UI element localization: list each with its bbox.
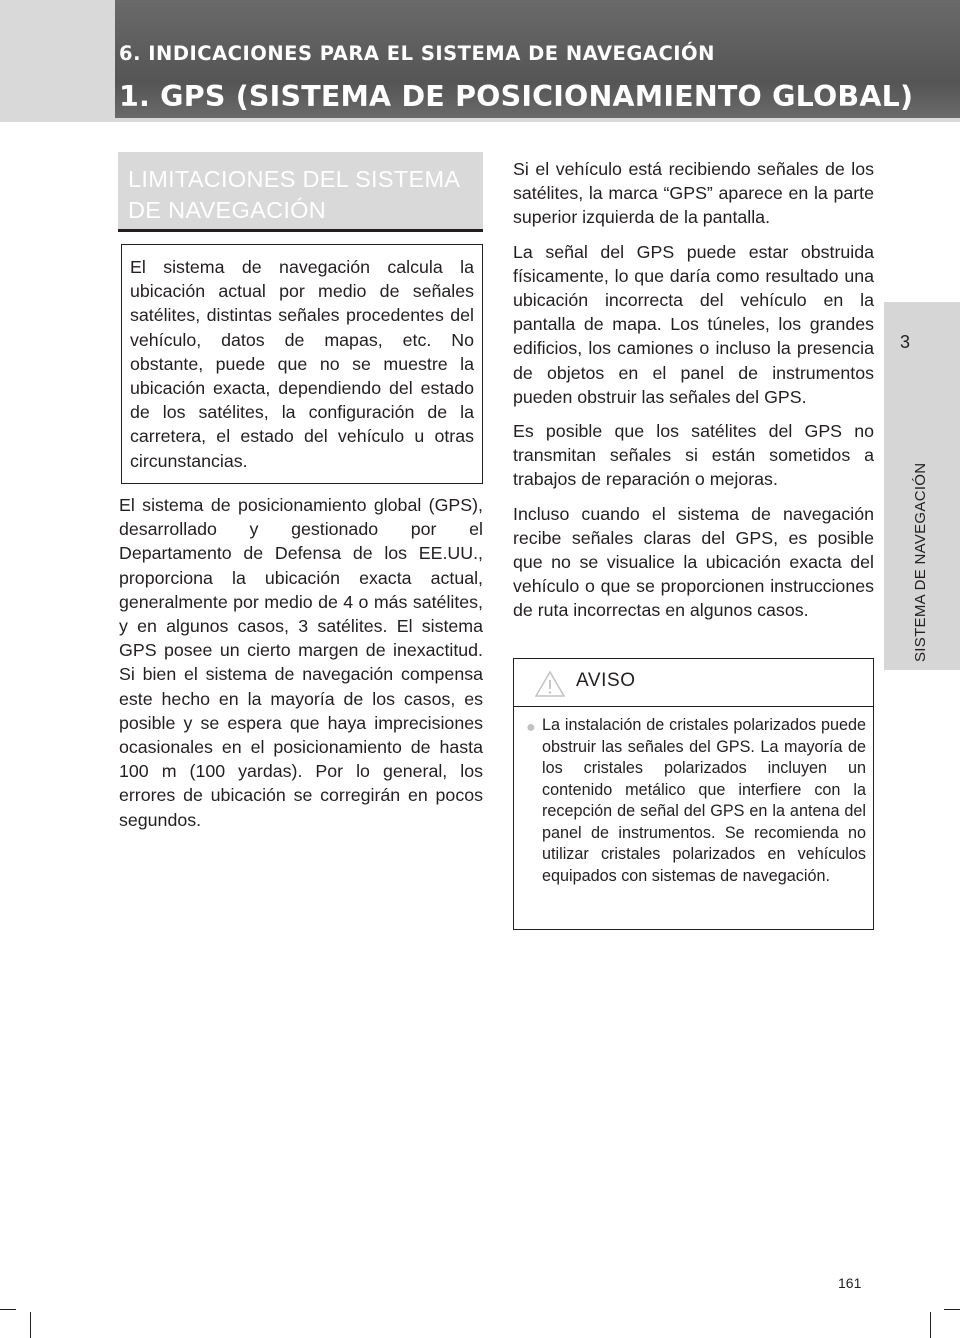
side-tab-label-text: SISTEMA DE NAVEGACIÓN xyxy=(912,462,929,662)
gps-intro-paragraph: El sistema de posicionamiento global (GPS), desarrollado y gestionado por el Departamento de Defensa de los EE.UU., proporciona la ubicación exacta actual, generalmente por medio de 4 o más satélites, y en algunos casos, 3 satélites. El sistema GPS posee un cierto margen de inexactitud. Si bien el sistema de navegación compensa este hecho en la mayoría de los casos, es posible y se espera que haya imprecisiones ocasionales en el posicionamiento de hasta 100 m (100 yardas). Por lo general, los errores de ubicación se corregirán en pocos segundos. xyxy=(119,495,483,830)
page-header xyxy=(0,0,960,122)
chapter-number: 3 xyxy=(900,332,911,352)
crop-mark xyxy=(0,1309,16,1310)
crop-mark xyxy=(30,1312,31,1338)
limitations-box: El sistema de navegación calcula la ubicación actual por medio de señales satélites, distintas señales procedentes del vehículo, datos de mapas, etc. No obstante, puede que no se muestre la ubicación exacta, dependiendo del estado de los satélites, la configuración de la carretera, el estado del vehículo u otras circunstancias. xyxy=(121,244,483,484)
aviso-header xyxy=(514,659,873,707)
paragraph-signal-obstructed: La señal del GPS puede estar obstruida físicamente, lo que daría como resultado una ubicación incorrecta del vehículo en la pantalla de mapa. Los túneles, los grandes edificios, los camiones o incluso la presencia de objetos en el panel de instrumentos pueden obstruir las señales del GPS. xyxy=(513,241,874,407)
crop-mark xyxy=(930,1312,931,1338)
bullet-icon: ● xyxy=(526,719,536,736)
aviso-body xyxy=(526,715,866,887)
right-column xyxy=(513,157,874,633)
paragraph-satellite-repair: Es posible que los satélites del GPS no transmitan señales si están sometidos a trabajos de reparación o mejoras. xyxy=(513,421,874,490)
limitations-heading: LIMITACIONES DEL SISTEMA DE NAVEGACIÓN xyxy=(118,152,483,232)
left-column xyxy=(119,493,483,842)
side-tab-label xyxy=(912,382,932,662)
crop-mark xyxy=(944,1309,960,1310)
warning-triangle-icon xyxy=(534,670,566,703)
page-number: 161 xyxy=(838,1275,862,1291)
section-title: 6. INDICACIONES PARA EL SISTEMA DE NAVEGACIÓN xyxy=(119,42,715,65)
aviso-text: La instalación de cristales polarizados puede obstruir las señales del GPS. La mayoría de los cristales polarizados incluyen un contenido metálico que interfiere con la recepción de señal del GPS en la antena del panel de instrumentos. Se recomienda no utilizar cristales polarizados en vehículos equipados con sistemas de navegación. xyxy=(542,716,866,885)
aviso-box xyxy=(513,658,874,930)
aviso-label: AVISO xyxy=(576,670,636,691)
chapter-title: 1. GPS (SISTEMA DE POSICIONAMIENTO GLOBAL) xyxy=(119,80,914,113)
paragraph-gps-mark: Si el vehículo está recibiendo señales de los satélites, la marca “GPS” aparece en la parte superior izquierda de la pantalla. xyxy=(513,159,874,228)
paragraph-inexact-location: Incluso cuando el sistema de navegación recibe señales claras del GPS, es posible que no se visualice la ubicación exacta del vehículo o que se proporcionen instrucciones de ruta incorrectas en algunos casos. xyxy=(513,503,874,621)
